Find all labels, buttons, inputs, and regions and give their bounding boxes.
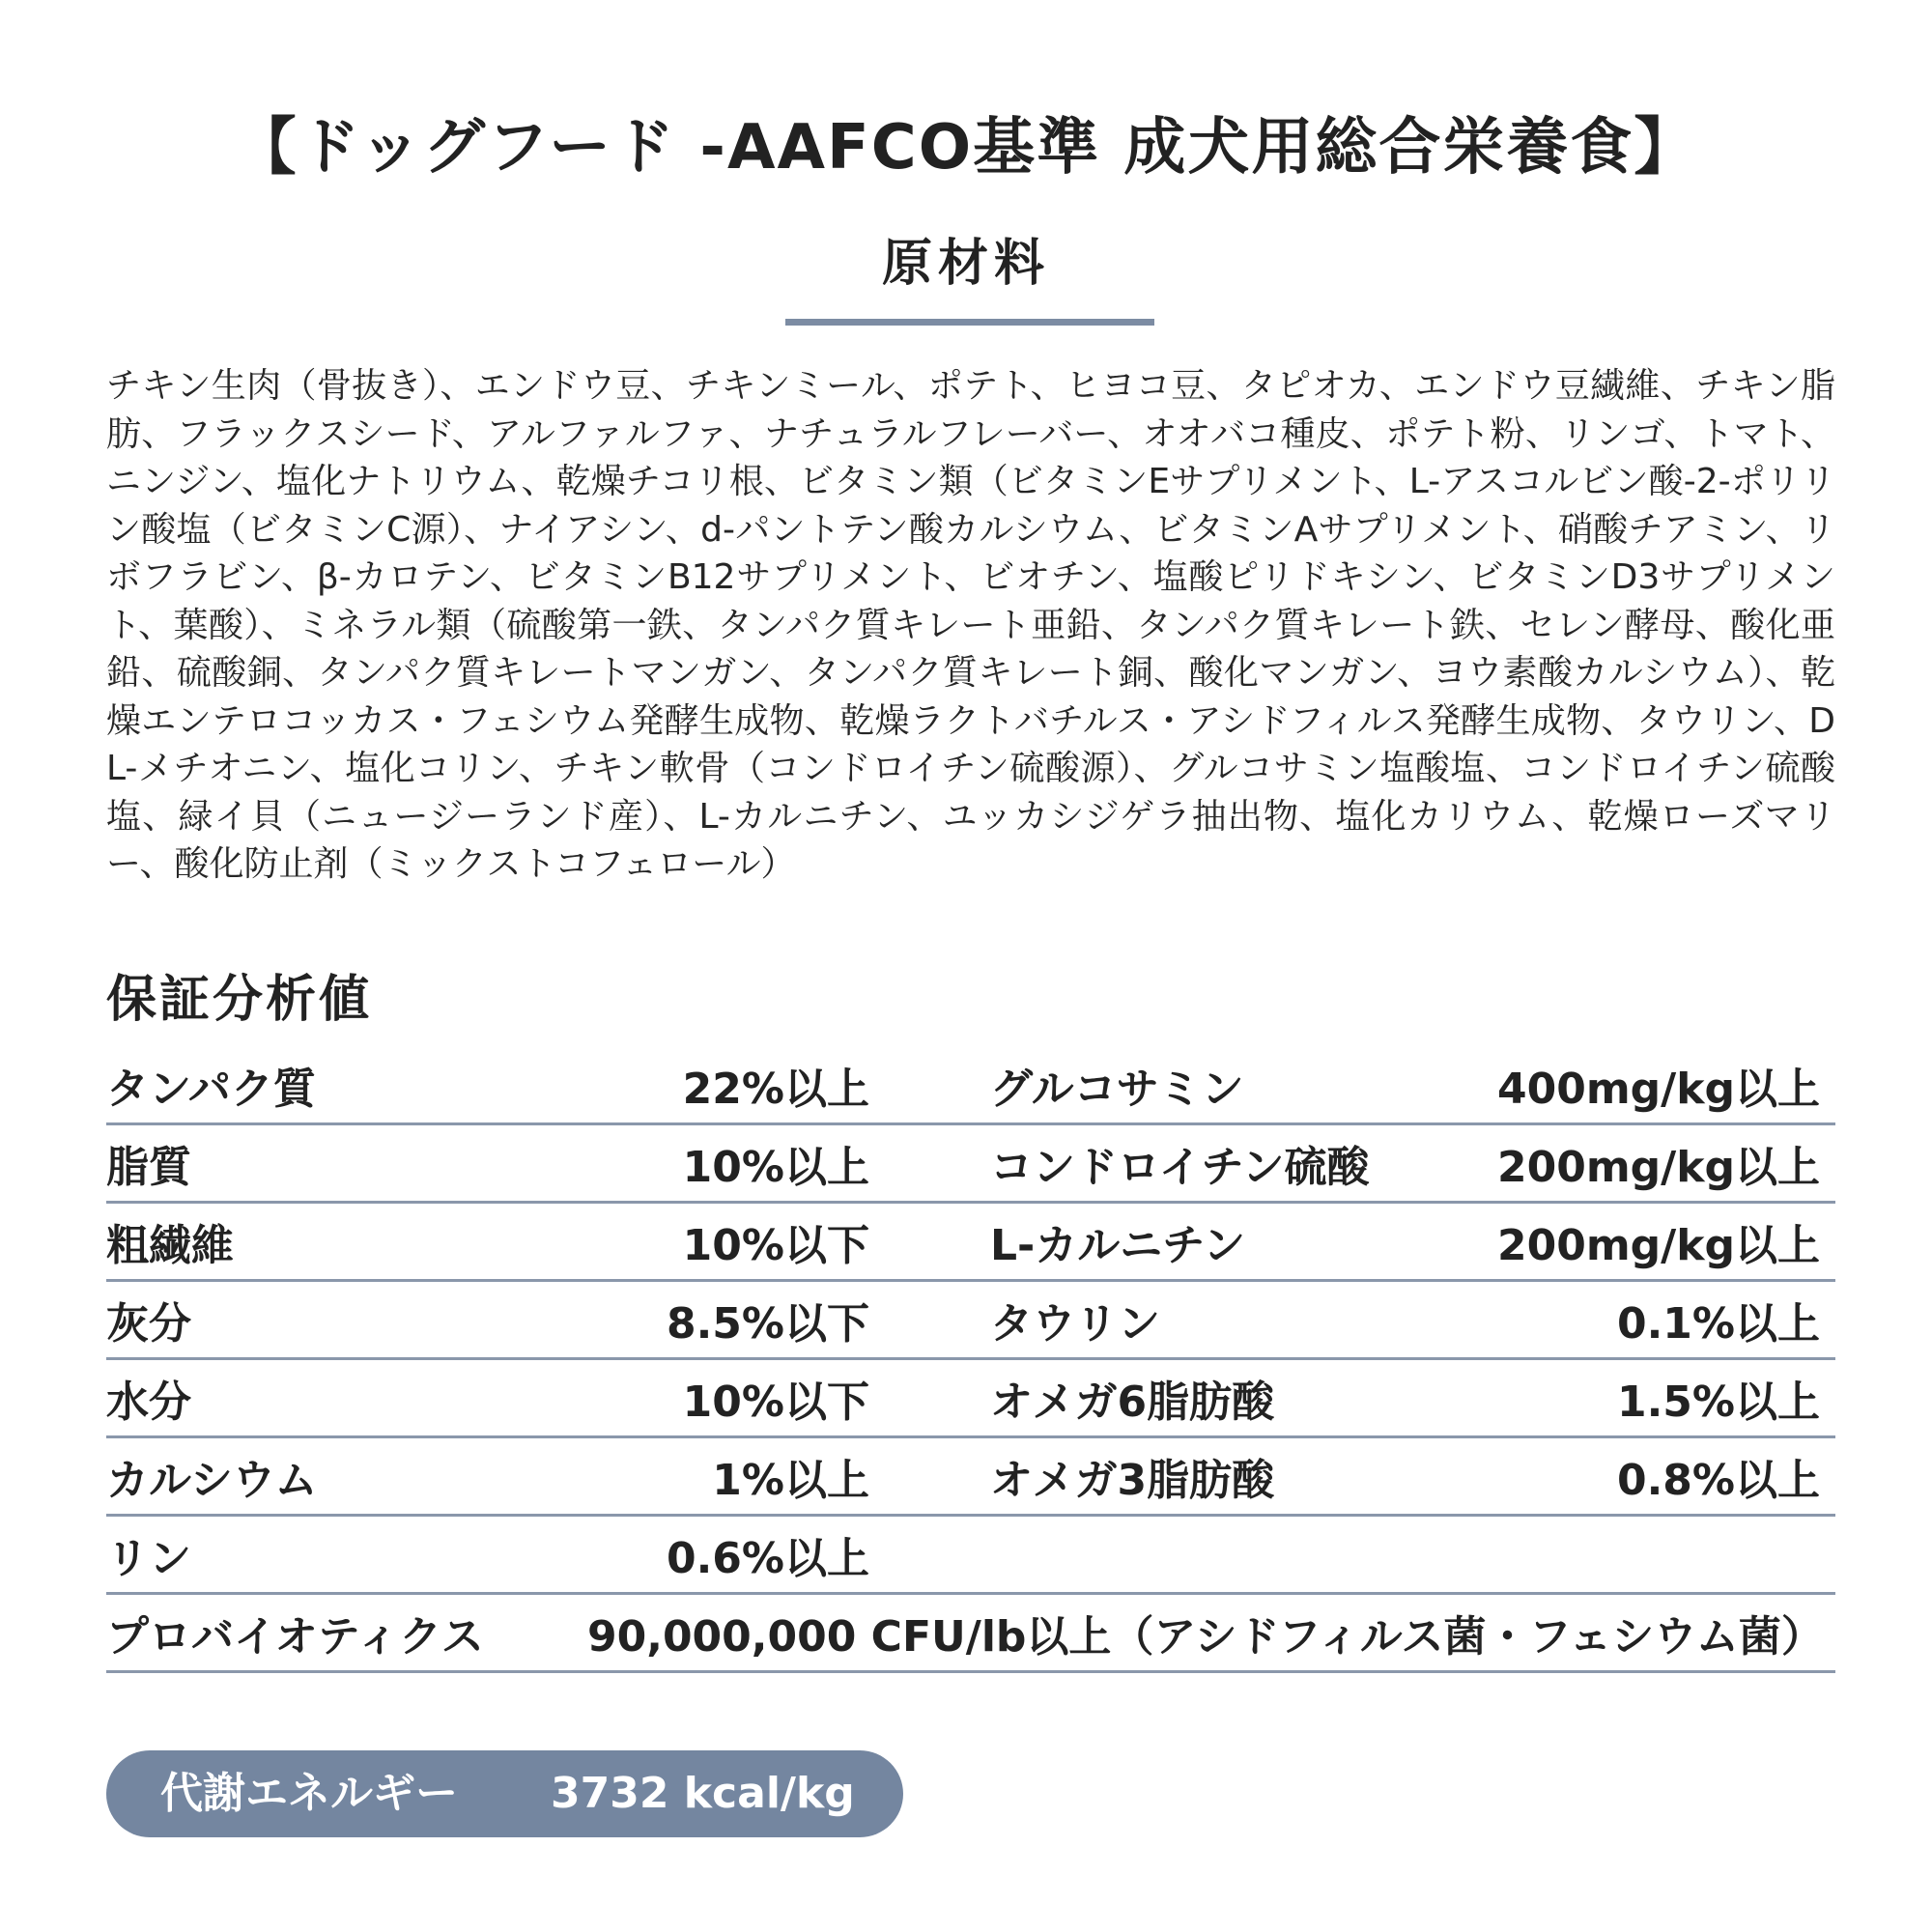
nutrient-name: タンパク質 [106, 1065, 316, 1114]
nutrient-value: 10%以上 [682, 1143, 869, 1192]
nutrient-value: 1.5%以上 [1616, 1378, 1820, 1427]
nutrient-value: 0.8%以上 [1616, 1456, 1820, 1505]
table-row [106, 1125, 1835, 1204]
probiotics-value: 90,000,000 CFU/lb以上（アシドフィルス菌・フェシウム菌） [587, 1612, 1824, 1662]
nutrient-value: 0.1%以上 [1616, 1299, 1820, 1349]
energy-label: 代謝エネルギー [160, 1769, 458, 1818]
table-row [106, 1517, 1835, 1595]
table-row [106, 1360, 1835, 1438]
nutrient-name: L-カルニチン [990, 1221, 1246, 1270]
nutrient-name: 灰分 [106, 1299, 191, 1349]
title-underline [785, 319, 1154, 326]
page-title: 【ドッグフード -AAFCO基準 成犬用総合栄養食】 [234, 112, 1698, 184]
nutrient-name: カルシウム [106, 1456, 318, 1505]
nutrient-value: 1%以上 [712, 1456, 869, 1505]
nutrient-value: 22%以上 [682, 1065, 869, 1114]
nutrient-value: 10%以下 [682, 1221, 869, 1270]
nutrient-name: 粗繊維 [106, 1221, 234, 1270]
ingredients-text: チキン生肉（骨抜き）、エンドウ豆、チキンミール、ポテト、ヒヨコ豆、タピオカ、エンドウ豆繊維、チキン脂肪、フラックスシード、アルファルファ、ナチュラルフレーバー、オオバコ種皮、ポテト粉、リンゴ、トマト、ニンジン、塩化ナトリウム、乾燥チコリ根、ビタミン類（ビタミンEサプリメント、L-アスコルビン酸-2-ポリリン酸塩（ビタミンC源）、ナイアシン、d-パントテン酸カルシウム、ビタミンAサプリメント、硝酸チアミン、リボフラビン、β-カロテン、ビタミンB12サプリメント、ビオチン、塩酸ピリドキシン、ビタミンD3サプリメント、葉酸）、ミネラル類（硫酸第一鉄、タンパク質キレート亜鉛、タンパク質キレート鉄、セレン酵母、酸化亜鉛、硫酸銅、タンパク質キレートマンガン、タンパク質キレート銅、酸化マンガン、ヨウ素酸カルシウム）、乾燥エンテロコッカス・フェシウム発酵生成物、乾燥ラクトバチルス・アシドフィルス発酵生成物、タウリン、DL-メチオニン、塩化コリン、チキン軟骨（コンドロイチン硫酸源）、グルコサミン塩酸塩、コンドロイチン硫酸塩、緑イ貝（ニュージーランド産）、L-カルニチン、ユッカシジゲラ抽出物、塩化カリウム、乾燥ローズマリー、酸化防止剤（ミックストコフェロール） [106, 366, 1836, 884]
table-row [106, 1204, 1835, 1282]
analysis-table [106, 1047, 1835, 1673]
table-row [106, 1282, 1835, 1360]
table-row [106, 1047, 1835, 1125]
nutrient-name: タウリン [990, 1299, 1160, 1349]
nutrient-name: オメガ3脂肪酸 [990, 1456, 1275, 1505]
probiotics-name: プロバイオティクス [106, 1612, 484, 1662]
nutrient-value: 200mg/kg以上 [1496, 1143, 1820, 1192]
nutrient-name: オメガ6脂肪酸 [990, 1378, 1275, 1427]
section-title-ingredients: 原材料 [881, 235, 1050, 293]
nutrient-name: グルコサミン [990, 1065, 1244, 1114]
table-row-probiotics [106, 1595, 1835, 1673]
nutrient-name: コンドロイチン硫酸 [990, 1143, 1370, 1192]
nutrient-value: 0.6%以上 [666, 1534, 869, 1583]
nutrient-name: 脂質 [106, 1143, 191, 1192]
nutrient-value: 10%以下 [682, 1378, 869, 1427]
energy-badge [106, 1750, 903, 1837]
table-row [106, 1438, 1835, 1517]
section-title-analysis: 保証分析値 [106, 971, 373, 1029]
nutrient-value: 400mg/kg以上 [1496, 1065, 1820, 1114]
nutrient-value: 8.5%以下 [666, 1299, 869, 1349]
nutrient-name: リン [106, 1534, 191, 1583]
energy-value: 3732 kcal/kg [551, 1769, 855, 1818]
nutrient-name: 水分 [106, 1378, 191, 1427]
nutrient-value: 200mg/kg以上 [1496, 1221, 1820, 1270]
